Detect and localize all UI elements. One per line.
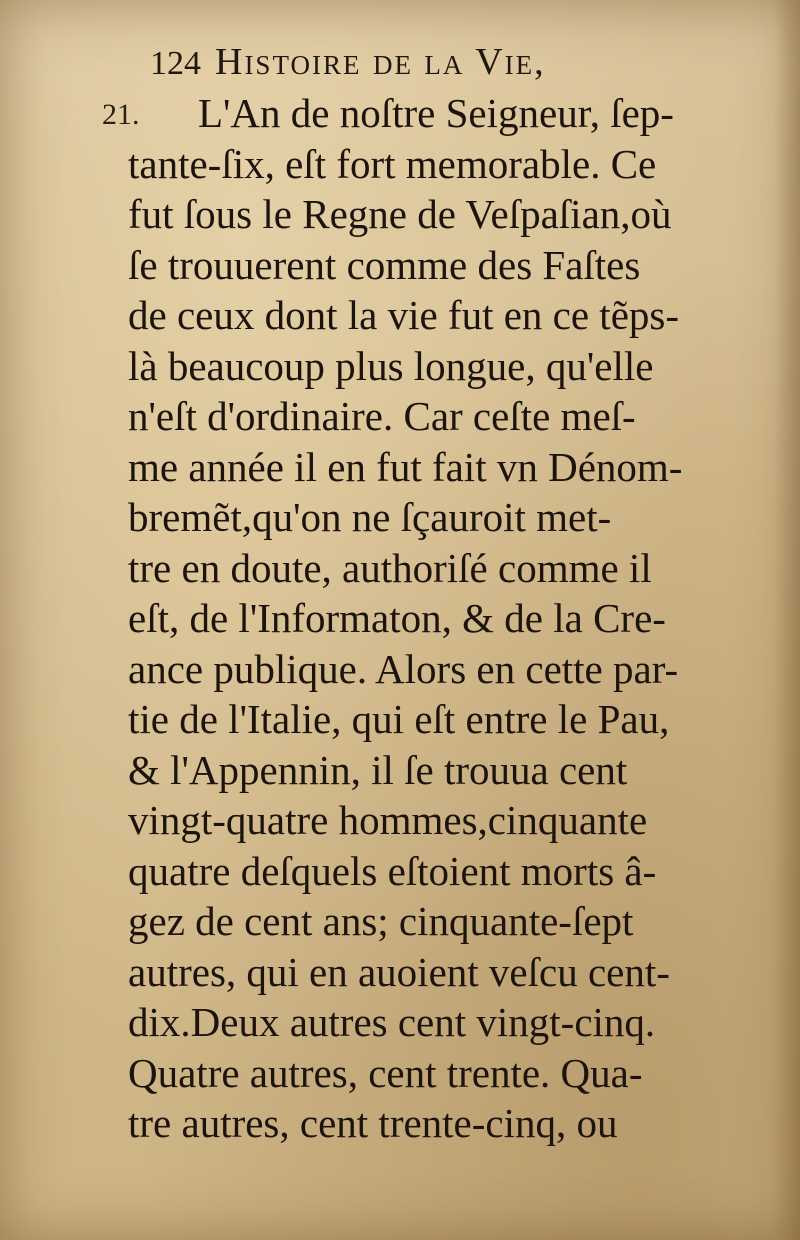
text-line: tante-ſix, eſt fort memorable. Ce — [128, 140, 657, 187]
text-line: tre autres, cent trente-cinq, ou — [128, 1100, 618, 1146]
text-line: de ceux dont la vie fut en ce tẽps- — [128, 292, 679, 338]
text-line: tre en doute, authoriſé comme il — [128, 544, 652, 591]
text-line: ſe trouuerent comme des Faſtes — [128, 241, 641, 288]
text-line: eſt, de l'Informaton, & de la Cre- — [128, 595, 666, 641]
text-line: dix.Deux autres cent vingt-cinq. — [128, 999, 656, 1045]
text-line: quatre deſquels eſtoient morts â- — [128, 847, 657, 894]
text-line: autres, qui en auoient veſcu cent- — [128, 948, 670, 995]
text-line: L'An de noſtre Seigneur, ſep- — [198, 90, 674, 136]
text-line: n'eſt d'ordinaire. Car ceſte meſ- — [128, 393, 636, 439]
text-line: ance publique. Alors en cette par- — [128, 645, 679, 692]
page-number: 124 — [150, 45, 201, 82]
body-text — [128, 88, 728, 1149]
text-line: tie de l'Italie, qui eſt entre le Pau, — [128, 696, 670, 742]
running-title: Histoire de la Vie, — [215, 41, 546, 83]
page-edge-shadow — [774, 0, 800, 1240]
text-line: Quatre autres, cent trente. Qua- — [128, 1049, 643, 1096]
text-line: fut ſous le Regne de Veſpaſian,où — [128, 191, 672, 237]
paragraph-number: 21. — [102, 98, 140, 131]
text-line: vingt-quatre hommes,cinquante — [128, 797, 648, 843]
text-line: bremẽt,qu'on ne ſçauroit met- — [128, 494, 612, 540]
text-line: gez de cent ans; cinquante-ſept — [128, 898, 634, 944]
text-line: me année il en fut fait vn Dénom- — [128, 443, 683, 490]
text-line: & l'Appennin, il ſe trouua cent — [128, 746, 628, 793]
text-line: là beaucoup plus longue, qu'elle — [128, 342, 654, 389]
